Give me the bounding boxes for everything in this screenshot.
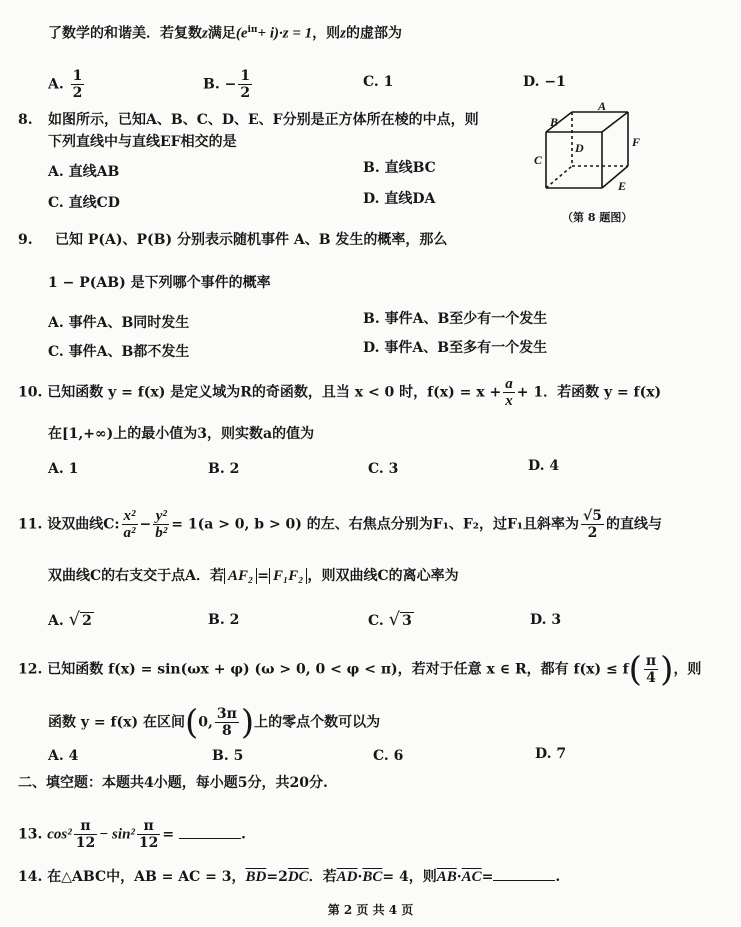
q8-number: 8.: [18, 112, 33, 128]
q14-answer-blank[interactable]: [493, 866, 555, 881]
q13-line: 13. cos² $\frac{\pi}{12}$ − sin² $\frac{\pi}{12}$ = .: [18, 818, 246, 851]
q11-line-2: 双曲线C的右支交于点A．若 AF₂ = F₁F₂ ，则双曲线C的离心率为: [48, 568, 459, 584]
cube-figure: [528, 98, 658, 210]
q11-option-a: A. √ 2: [48, 609, 92, 630]
q7-option-d: D. −1: [523, 74, 566, 90]
q8-line-2: 下列直线中与直线EF相交的是: [48, 134, 237, 150]
q12-option-a: A. 4: [48, 748, 79, 764]
q9-line-2: 1 − P(AB) 是下列哪个事件的概率: [48, 275, 271, 291]
q14-line: 14. 在△ABC中，AB = AC = 3，$\overline{BD}=2\overline{DC}$．若$\overline{AD}\cdot\overline{BC}= 4$，则$\overline{AB}\cdot\overline{AC}=$ .: [18, 866, 560, 887]
q11-option-d: D. 3: [530, 612, 562, 628]
cube-label-a: A: [598, 99, 607, 113]
q12-line-2: 函数 y = f(x) 在区间(0, $\frac{3\pi}{8}$ )上的零点个数可以为: [48, 702, 381, 743]
q10-option-a: A. 1: [48, 461, 79, 477]
q12-option-b: B. 5: [212, 748, 244, 764]
q9-option-c: C. 事件A、B都不发生: [48, 344, 190, 360]
q11-option-c: C. √ 3: [368, 609, 412, 630]
q9-option-a: A. 事件A、B同时发生: [48, 315, 190, 331]
q12-option-c: C. 6: [373, 748, 404, 764]
q8-line-1: 如图所示，已知A、B、C、D、E、F分别是正方体所在棱的中点，则: [48, 112, 479, 128]
q8-option-c: C. 直线CD: [48, 195, 120, 211]
q8-option-a: A. 直线AB: [48, 164, 120, 180]
q9-option-b: B. 事件A、B至少有一个发生: [363, 311, 548, 327]
cube-label-d: D: [575, 141, 584, 155]
page-footer: 第 2 页 共 4 页: [327, 903, 414, 917]
q10-option-c: C. 3: [368, 461, 399, 477]
figure-caption: （第 8 题图）: [562, 211, 633, 224]
section-2-heading: 二、填空题：本题共4小题，每小题5分，共20分.: [18, 775, 328, 791]
cube-label-c: C: [534, 153, 543, 167]
q7-option-a: A. $\frac{1}{2}$: [48, 68, 83, 101]
q11-option-b: B. 2: [208, 612, 240, 628]
q10-option-d: D. 4: [528, 458, 560, 474]
q10-line-2: 在[1,+∞)上的最小值为3，则实数a的值为: [48, 426, 315, 442]
q9-line-1: 已知 P(A)、P(B) 分别表示随机事件 A、B 发生的概率，那么: [55, 232, 448, 248]
q10-line-1: 10. 已知函数 y = f(x) 是定义域为R的奇函数，且当 x < 0 时，f(x) = x + $\frac{a}{x}$ + 1．若函数 y = f(x): [18, 376, 662, 409]
q9-number: 9.: [18, 232, 33, 248]
q8-option-d: D. 直线DA: [363, 191, 436, 207]
q7-option-c: C. 1: [363, 74, 394, 90]
q7-stem: 了数学的和谐美．若复数z满足$(e^{i\pi}+ i)\cdot z = 1$，则z的虚部为: [48, 25, 402, 42]
cube-label-f: F: [632, 135, 641, 149]
q7-option-b: B. − $\frac{1}{2}$: [203, 68, 251, 101]
q12-line-1: 12. 已知函数 f(x) = sin(ωx + φ) (ω > 0, 0 < φ < π)，若对于任意 x ∈ R，都有 f(x) ≤ f( $\frac{\pi}{4}$ )，则: [18, 649, 702, 690]
q11-line-1: 11. 设双曲线C: $\frac{\text{x²}}{\text{a²}}$ − $\frac{\text{y²}}{\text{b²}}$ = 1(a > 0, b > 0) 的左、右焦点分别为F₁、F₂，过F₁且斜率为 $\frac{√5}{2}$ 的直线与: [18, 508, 662, 541]
q9-option-d: D. 事件A、B至多有一个发生: [363, 340, 548, 356]
cube-label-e: E: [618, 179, 627, 193]
cube-label-b: B: [550, 115, 559, 129]
q13-answer-blank[interactable]: [179, 824, 241, 839]
q10-option-b: B. 2: [208, 461, 240, 477]
q12-option-d: D. 7: [535, 746, 567, 762]
q8-option-b: B. 直线BC: [363, 160, 436, 176]
